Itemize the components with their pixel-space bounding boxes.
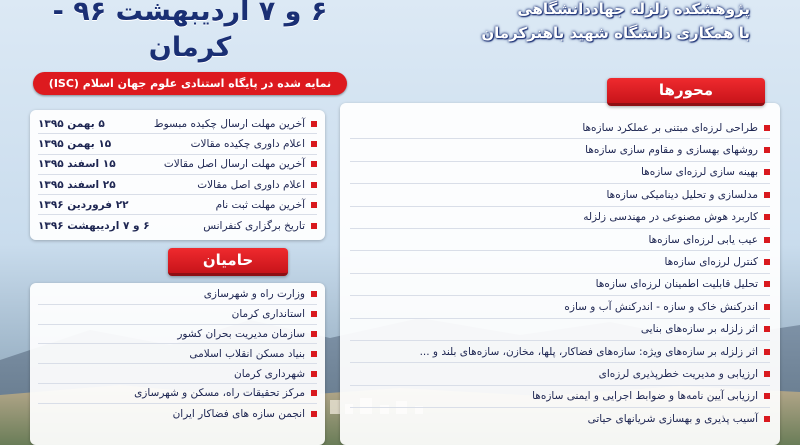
- bullet-icon: [311, 351, 317, 357]
- date-label: آخرین مهلت ارسال اصل مقالات: [163, 158, 305, 171]
- bullet-icon: [764, 416, 770, 422]
- bullet-icon: [311, 390, 317, 396]
- topic-item: [350, 274, 770, 296]
- sponsor-item: [38, 384, 317, 404]
- bullet-icon: [764, 147, 770, 153]
- sponsors-heading: حامیان: [168, 248, 288, 276]
- organizer-line-1: پژوهشکده زلزله جهاددانشگاهی: [517, 0, 750, 18]
- bullet-icon: [311, 182, 317, 188]
- bullet-icon: [311, 161, 317, 167]
- sponsor-item: [38, 325, 317, 345]
- topic-text: مدلسازی و تحلیل دینامیکی سازه‌ها: [606, 188, 758, 201]
- sponsor-item: [38, 344, 317, 364]
- date-label: اعلام داوری اصل مقالات: [197, 178, 305, 191]
- bullet-icon: [311, 291, 317, 297]
- date-value: ۱۵ اسفند ۱۳۹۵: [38, 158, 116, 171]
- conference-dates-title: ۶ و ۷ اردیبهشت ۹۶ - کرمان: [52, 0, 328, 63]
- sponsors-panel: [30, 283, 325, 445]
- bullet-icon: [311, 331, 317, 337]
- bullet-icon: [311, 202, 317, 208]
- topic-text: کنترل لرزه‌ای سازه‌ها: [664, 256, 758, 269]
- organizer-line-2: با همکاری دانشگاه شهید باهنرکرمان: [481, 24, 750, 42]
- date-label: آخرین مهلت ارسال چکیده مبسوط: [153, 117, 305, 130]
- sponsor-item: [38, 404, 317, 424]
- date-value: ۵ بهمن ۱۳۹۵: [38, 117, 105, 130]
- isc-badge: نمایه شده در پایگاه استنادی علوم جهان اسلام (ISC): [33, 72, 347, 95]
- date-value: ۲۵ اسفند ۱۳۹۵: [38, 178, 116, 191]
- bullet-icon: [764, 259, 770, 265]
- bullet-icon: [311, 223, 317, 229]
- date-label: اعلام داوری چکیده مقالات: [190, 137, 305, 150]
- important-dates-panel: [30, 110, 325, 240]
- bullet-icon: [764, 237, 770, 243]
- bullet-icon: [764, 214, 770, 220]
- sponsor-name: بنیاد مسکن انقلاب اسلامی: [189, 347, 305, 360]
- topic-item: [350, 408, 770, 430]
- bullet-icon: [764, 169, 770, 175]
- sponsor-name: مرکز تحقیقات راه، مسکن و شهرسازی: [134, 387, 305, 400]
- topic-text: آسیب پذیری و بهسازی شریانهای حیاتی: [587, 413, 758, 426]
- topic-item: [350, 386, 770, 408]
- date-row: [38, 155, 317, 175]
- topic-item: [350, 139, 770, 161]
- topics-heading: محورها: [607, 78, 765, 106]
- date-value: ۱۵ بهمن ۱۳۹۵: [38, 137, 112, 150]
- topic-item: [350, 251, 770, 273]
- date-row: [38, 195, 317, 215]
- sponsor-name: سازمان مدیریت بحران کشور: [177, 327, 305, 340]
- header-organizer-block: [420, 0, 780, 45]
- date-label: تاریخ برگزاری کنفرانس: [203, 219, 305, 232]
- topic-item: [350, 296, 770, 318]
- topics-panel: [340, 103, 780, 445]
- topic-text: ارزیابی و مدیریت خطرپذیری لرزه‌ای: [598, 367, 758, 380]
- bullet-icon: [311, 311, 317, 317]
- topic-item: [350, 341, 770, 363]
- date-row: [38, 114, 317, 134]
- sponsor-item: [38, 364, 317, 384]
- bullet-icon: [764, 349, 770, 355]
- bullet-icon: [311, 141, 317, 147]
- date-row: [38, 134, 317, 154]
- topic-text: کاربرد هوش مصنوعی در مهندسی زلزله: [583, 211, 758, 224]
- date-row: [38, 175, 317, 195]
- bullet-icon: [764, 192, 770, 198]
- bullet-icon: [311, 121, 317, 127]
- topic-text: اندرکنش خاک و سازه - اندرکنش آب و سازه: [564, 300, 758, 313]
- topic-item: [350, 363, 770, 385]
- sponsor-name: شهرداری کرمان: [234, 367, 305, 380]
- bullet-icon: [764, 371, 770, 377]
- header-dates-block: [20, 0, 360, 90]
- bullet-icon: [311, 411, 317, 417]
- date-label: آخرین مهلت ثبت نام: [215, 198, 305, 211]
- bullet-icon: [311, 371, 317, 377]
- topic-text: عیب یابی لرزه‌ای سازه‌ها: [648, 233, 758, 246]
- sponsor-name: استانداری کرمان: [231, 308, 305, 321]
- topic-text: روشهای بهسازی و مقاوم سازی سازه‌ها: [585, 144, 758, 157]
- topic-item: [350, 184, 770, 206]
- topic-item: [350, 319, 770, 341]
- date-value: ۲۲ فروردین ۱۳۹۶: [38, 198, 129, 211]
- topic-text: بهینه سازی لرزه‌ای سازه‌ها: [640, 166, 758, 179]
- topic-text: طراحی لرزه‌ای مبتنی بر عملکرد سازه‌ها: [582, 121, 758, 134]
- topic-text: اثر زلزله بر سازه‌های بنایی: [640, 323, 758, 336]
- topic-item: [350, 207, 770, 229]
- bullet-icon: [764, 304, 770, 310]
- topic-item: [350, 162, 770, 184]
- bullet-icon: [764, 125, 770, 131]
- sponsor-name: وزارت راه و شهرسازی: [203, 288, 305, 301]
- bullet-icon: [764, 326, 770, 332]
- sponsor-name: انجمن سازه های فضاکار ایران: [172, 407, 305, 420]
- topic-text: اثر زلزله بر سازه‌های ویژه: سازه‌های فضاکار، پلها، مخازن، سازه‌های بلند و ...: [419, 345, 758, 358]
- sponsor-item: [38, 305, 317, 325]
- bullet-icon: [764, 281, 770, 287]
- topic-text: ارزیابی آیین نامه‌ها و ضوابط اجرایی و ایمنی سازه‌ها: [532, 390, 758, 403]
- topic-text: تحلیل قابلیت اطمینان لرزه‌ای سازه‌ها: [595, 278, 758, 291]
- topic-item: [350, 117, 770, 139]
- topic-item: [350, 229, 770, 251]
- bullet-icon: [764, 393, 770, 399]
- sponsor-item: [38, 285, 317, 305]
- date-row: [38, 215, 317, 235]
- date-value: ۶ و ۷ اردیبهشت ۱۳۹۶: [38, 219, 150, 232]
